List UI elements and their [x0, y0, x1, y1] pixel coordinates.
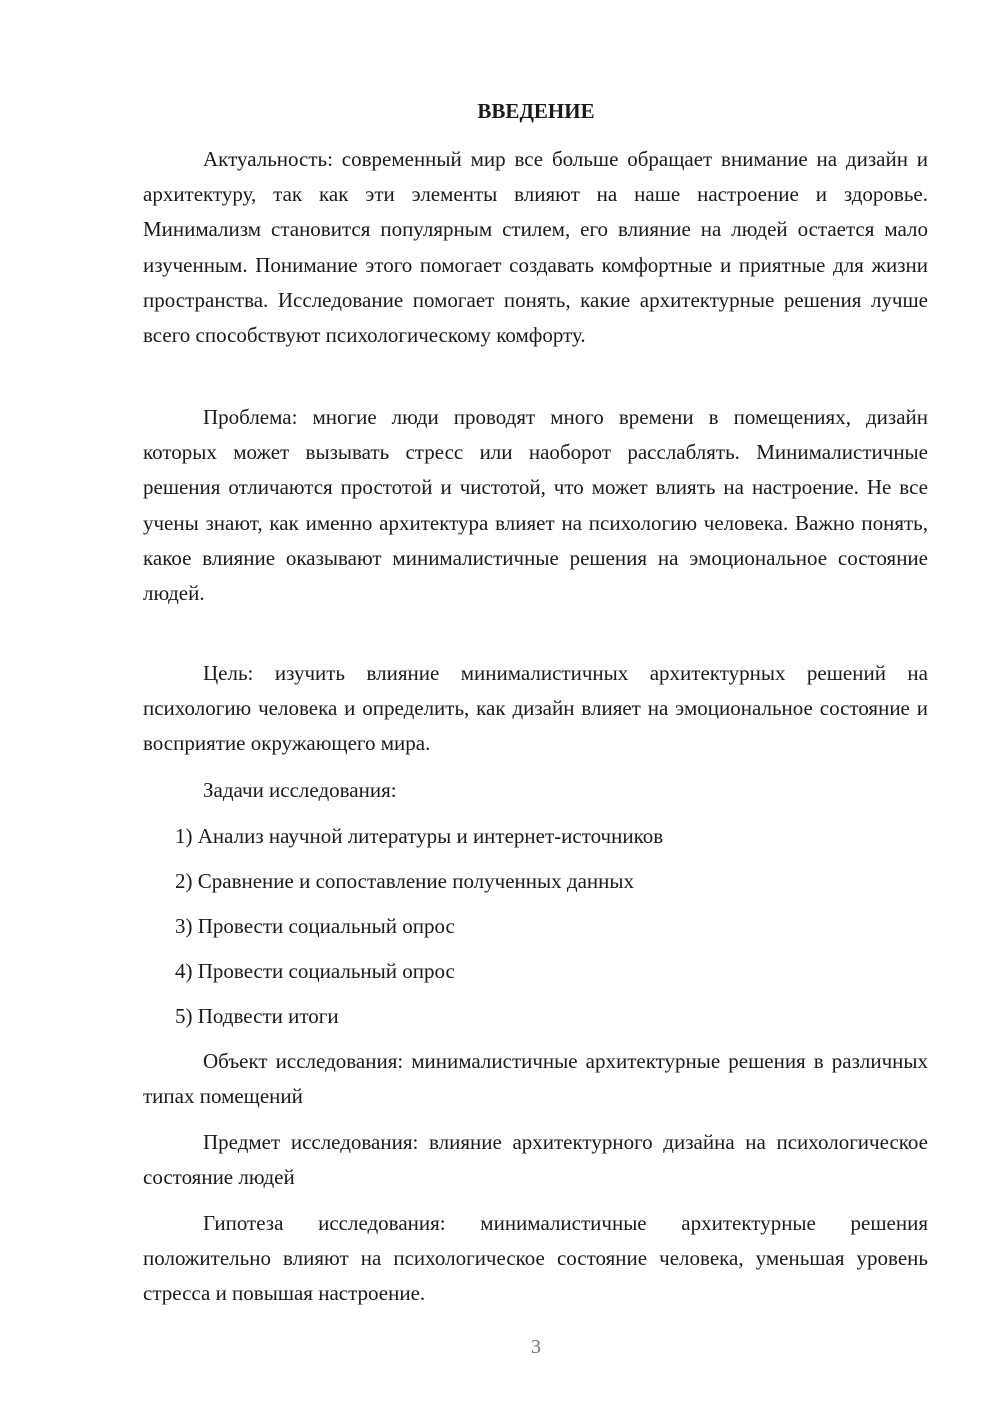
relevance-paragraph: Актуальность: современный мир все больше обращает внимание на дизайн и архитектуру, так как эти элементы влияют на наше настроение и здоровье. Минимализм становится популярным стилем, его влияние на людей остается мало изученным. Понимание этого помогает создавать комфортные и приятные для жизни пространства. Исследование помогает понять, какие архитектурные решения лучше всего способствуют психологическому комфорту. [143, 147, 928, 348]
subject-paragraph: Предмет исследования: влияние архитектурного дизайна на психологическое состояние людей [143, 1130, 928, 1190]
goal-paragraph: Цель: изучить влияние минималистичных архитектурных решений на психологию человека и определить, как дизайн влияет на эмоциональное состояние и восприятие окружающего мира. [143, 661, 928, 756]
tasks-heading: Задачи исследования: [203, 778, 397, 802]
task-item-5: 5) Подвести итоги [175, 1004, 339, 1028]
task-item-3: 3) Провести социальный опрос [175, 914, 455, 938]
page-number: 3 [531, 1336, 541, 1358]
object-paragraph: Объект исследования: минималистичные архитектурные решения в различных типах помещений [143, 1049, 928, 1109]
task-item-1: 1) Анализ научной литературы и интернет-источников [175, 824, 664, 848]
task-item-2: 2) Сравнение и сопоставление полученных данных [175, 869, 634, 893]
hypothesis-paragraph: Гипотеза исследования: минималистичные архитектурные решения положительно влияют на психологическое состояние человека, уменьшая уровень стресса и повышая настроение. [143, 1211, 928, 1306]
problem-paragraph: Проблема: многие люди проводят много времени в помещениях, дизайн которых может вызывать стресс или наоборот расслаблять. Минималистичные решения отличаются простотой и чистотой, что может влиять на настроение. Не все учены знают, как именно архитектура влияет на психологию человека. Важно понять, какое влияние оказывают минималистичные решения на эмоциональное состояние людей. [143, 405, 928, 606]
task-item-4: 4) Провести социальный опрос [175, 959, 455, 983]
page-title: ВВЕДЕНИЕ [477, 99, 595, 123]
